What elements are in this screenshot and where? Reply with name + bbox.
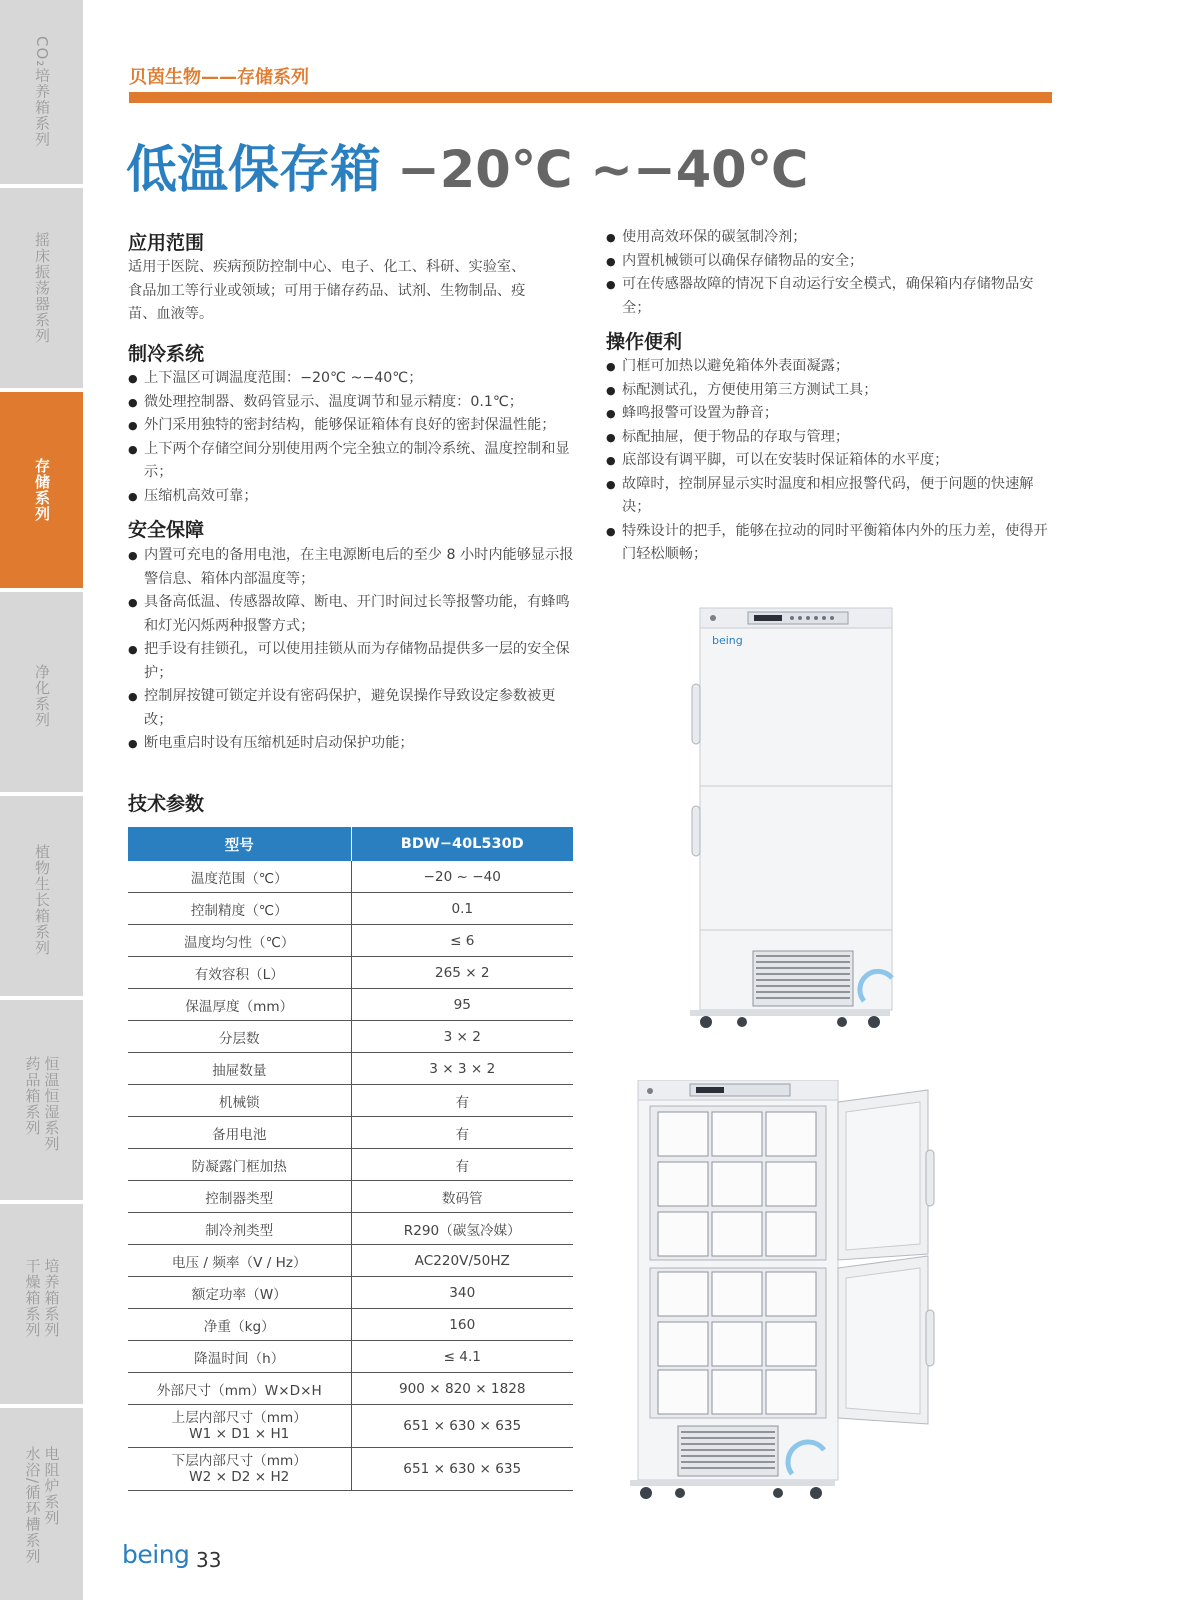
spec-label: 控制器类型 [128, 1181, 351, 1213]
column-header-model-number: BDW−40L530D [351, 827, 573, 861]
list-item: ● 压缩机高效可靠； [128, 485, 578, 509]
spec-label: 分层数 [128, 1021, 351, 1053]
spec-value: 651 × 630 × 635 [351, 1448, 573, 1491]
side-navigation [0, 0, 83, 1600]
side-tab-label: CO₂培养箱系列 [33, 36, 51, 148]
spec-label: 制冷剂类型 [128, 1213, 351, 1245]
side-tab-label: 存储系列 [33, 458, 51, 522]
spec-label: 额定功率（W） [128, 1277, 351, 1309]
list-item: ● 蜂鸣报警可设置为静音； [606, 402, 1052, 426]
spec-label: 电压 / 频率（V / Hz） [128, 1245, 351, 1277]
specs-heading: 技术参数 [128, 793, 205, 815]
spec-label: 降温时间（h） [128, 1341, 351, 1373]
application-line: 食品加工等行业或领域；可用于储存药品、试剂、生物制品、疫 [128, 282, 526, 299]
table-row [128, 1021, 573, 1053]
spec-value: 340 [351, 1277, 573, 1309]
spec-value: 900 × 820 × 1828 [351, 1373, 573, 1405]
page-number: 33 [196, 1548, 222, 1572]
spec-label [128, 1405, 351, 1448]
table-row [128, 1405, 573, 1448]
side-tab-label: 净化系列 [33, 664, 51, 728]
application-heading: 应用范围 [128, 232, 205, 254]
spec-label: 控制精度（℃） [128, 893, 351, 925]
side-tab-shaker[interactable] [0, 188, 83, 392]
spec-label-line: 上层内部尺寸（mm） [171, 1410, 307, 1426]
table-row [128, 989, 573, 1021]
spec-value: 数码管 [351, 1181, 573, 1213]
list-item: ● 内置机械锁可以确保存储物品的安全； [606, 250, 1052, 274]
side-tab-label: 培养箱系列 [42, 1258, 61, 1338]
side-tab-co2[interactable] [0, 0, 83, 188]
spec-label: 有效容积（L） [128, 957, 351, 989]
spec-label: 温度范围（℃） [128, 861, 351, 893]
spec-value: 160 [351, 1309, 573, 1341]
side-tab-label: 药品箱系列 [23, 1056, 42, 1136]
spec-label: 保温厚度（mm） [128, 989, 351, 1021]
side-tab-storage[interactable] [0, 392, 83, 592]
list-item: ● 断电重启时设有压缩机延时启动保护功能； [128, 732, 578, 756]
safety-list-continued [606, 226, 1052, 320]
spec-label [128, 1448, 351, 1491]
list-item: ● 故障时，控制屏显示实时温度和相应报警代码，便于问题的快速解决； [606, 473, 1052, 520]
spec-value: 3 × 2 [351, 1021, 573, 1053]
table-header-row [128, 827, 573, 861]
side-tab-humidity[interactable] [0, 1000, 83, 1204]
spec-value: −20 ~ −40 [351, 861, 573, 893]
list-item: ● 上下温区可调温度范围：−20℃ ~−40℃； [128, 367, 578, 391]
spec-label-line: W1 × D1 × H1 [189, 1426, 290, 1442]
being-logo: being [122, 1540, 190, 1569]
table-row [128, 1277, 573, 1309]
table-row [128, 1085, 573, 1117]
table-row [128, 893, 573, 925]
temperature-range: −20℃ ~−40℃ [397, 141, 809, 200]
spec-value: 有 [351, 1117, 573, 1149]
spec-value: R290（碳氢冷媒） [351, 1213, 573, 1245]
table-row [128, 1245, 573, 1277]
table-row [128, 1053, 573, 1085]
table-row [128, 957, 573, 989]
side-tab-purification[interactable] [0, 592, 83, 796]
list-item: ● 使用高效环保的碳氢制冷剂； [606, 226, 1052, 250]
side-tab-label: 干燥箱系列 [23, 1258, 42, 1338]
list-item: ● 标配抽屉，便于物品的存取与管理； [606, 426, 1052, 450]
list-item: ● 把手设有挂锁孔，可以使用挂锁从而为存储物品提供多一层的安全保护； [128, 638, 578, 685]
header-divider [129, 92, 1052, 103]
application-text [128, 256, 578, 327]
list-item: ● 微处理控制器、数码管显示、温度调节和显示精度：0.1℃； [128, 391, 578, 415]
list-item: ● 上下两个存储空间分别使用两个完全独立的制冷系统、温度控制和显示； [128, 438, 578, 485]
operation-heading: 操作便利 [606, 331, 683, 353]
spec-label: 外部尺寸（mm）W×D×H [128, 1373, 351, 1405]
list-item: ● 标配测试孔，方便使用第三方测试工具； [606, 379, 1052, 403]
operation-list [606, 355, 1052, 567]
spec-value: 651 × 630 × 635 [351, 1405, 573, 1448]
table-row [128, 1181, 573, 1213]
side-tab-plant-growth[interactable] [0, 796, 83, 1000]
side-tab-label: 摇床振荡器系列 [33, 232, 51, 344]
spec-label-line: W2 × D2 × H2 [189, 1469, 290, 1485]
side-tab-furnace[interactable] [0, 1408, 83, 1600]
table-row [128, 1373, 573, 1405]
spec-value: ≤ 6 [351, 925, 573, 957]
list-item: ● 内置可充电的备用电池，在主电源断电后的至少 8 小时内能够显示报警信息、箱体内部温度等； [128, 544, 578, 591]
side-tab-label: 电阻炉系列 [42, 1446, 61, 1526]
refrigeration-list [128, 367, 578, 508]
side-tab-label: 恒温恒湿系列 [42, 1056, 61, 1152]
table-row [128, 1117, 573, 1149]
list-item: ● 底部设有调平脚，可以在安装时保证箱体的水平度； [606, 449, 1052, 473]
column-header-model: 型号 [128, 827, 351, 861]
spec-value: ≤ 4.1 [351, 1341, 573, 1373]
side-tab-label: 水浴/循环槽系列 [23, 1446, 42, 1565]
spec-label-line: 下层内部尺寸（mm） [171, 1453, 307, 1469]
list-item: ● 门框可加热以避免箱体外表面凝露； [606, 355, 1052, 379]
side-tab-incubator[interactable] [0, 1204, 83, 1408]
freezer-open-image [628, 1080, 958, 1504]
page-title [126, 128, 808, 202]
table-row [128, 1213, 573, 1245]
side-tab-label: 植物生长箱系列 [33, 844, 51, 956]
spec-value: 265 × 2 [351, 957, 573, 989]
product-name: 低温保存箱 [126, 141, 382, 200]
table-row [128, 925, 573, 957]
spec-value: 95 [351, 989, 573, 1021]
spec-value: AC220V/50HZ [351, 1245, 573, 1277]
product-brand-label: being [712, 634, 743, 647]
list-item: ● 可在传感器故障的情况下自动运行安全模式，确保箱内存储物品安全； [606, 273, 1052, 320]
safety-heading: 安全保障 [128, 519, 205, 541]
spec-label: 机械锁 [128, 1085, 351, 1117]
spec-value: 0.1 [351, 893, 573, 925]
spec-value: 有 [351, 1149, 573, 1181]
table-row [128, 1309, 573, 1341]
spec-label: 净重（kg） [128, 1309, 351, 1341]
list-item: ● 具备高低温、传感器故障、断电、开门时间过长等报警功能，有蜂鸣和灯光闪烁两种报警方式； [128, 591, 578, 638]
table-row [128, 861, 573, 893]
series-title: 贝茵生物——存储系列 [129, 67, 309, 88]
spec-label: 抽屉数量 [128, 1053, 351, 1085]
table-row [128, 1149, 573, 1181]
list-item: ● 特殊设计的把手，能够在拉动的同时平衡箱体内外的压力差，使得开门轻松顺畅； [606, 520, 1052, 567]
spec-label: 温度均匀性（℃） [128, 925, 351, 957]
spec-table-body [128, 861, 573, 1491]
spec-label: 备用电池 [128, 1117, 351, 1149]
table-row [128, 1341, 573, 1373]
refrigeration-heading: 制冷系统 [128, 343, 205, 365]
spec-table [128, 827, 573, 1491]
spec-value: 有 [351, 1085, 573, 1117]
spec-label: 防凝露门框加热 [128, 1149, 351, 1181]
freezer-closed-image [678, 606, 900, 1031]
application-line: 适用于医院、疾病预防控制中心、电子、化工、科研、实验室、 [128, 259, 526, 275]
list-item: ● 外门采用独特的密封结构，能够保证箱体有良好的密封保温性能； [128, 414, 578, 438]
table-row [128, 1448, 573, 1491]
list-item: ● 控制屏按键可锁定并设有密码保护，避免误操作导致设定参数被更改； [128, 685, 578, 732]
application-line: 苗、血液等。 [128, 306, 214, 322]
safety-list [128, 544, 578, 756]
spec-value: 3 × 3 × 2 [351, 1053, 573, 1085]
